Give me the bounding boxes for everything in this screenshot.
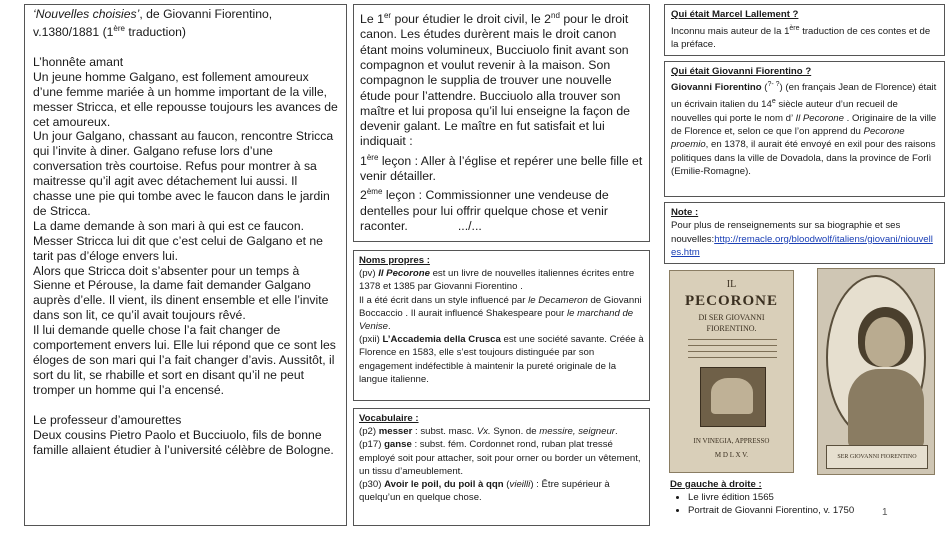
author-heading: Qui était Giovanni Fiorentino ?: [671, 66, 812, 77]
caption-item: • Le livre édition 1565: [688, 491, 858, 504]
page-number: 1: [882, 507, 888, 518]
lesson-1: 1ère leçon : Aller à l’église et repérer une belle fille et venir détailler.: [360, 152, 643, 184]
continued-marker: .../...: [457, 219, 482, 234]
author-portrait-image: [817, 268, 935, 475]
book-cover-image: IL PECORONE DI SER GIOVANNI FIORENTINO. IN VINEGIA, APPRESSO M D L X V.: [669, 270, 794, 473]
vocabulary-heading: Vocabulaire :: [359, 413, 419, 424]
proper-noun-entry: (pv) Il Pecorone est un livre de nouvelles italiennes écrites entre 1378 et 1385 par Giovanni Fiorentino .: [359, 268, 635, 293]
section1-paragraph: La dame demande à son mari à qui est ce faucon. Messer Stricca lui dit que c’est celui de Galgano et ne tarit pas d’éloge envers lui.: [33, 218, 323, 263]
section1-heading: L’honnête amant: [33, 54, 124, 69]
portrait-plate: SER GIOVANNI FIORENTINO: [826, 445, 928, 469]
image-caption: [664, 476, 864, 526]
caption-list: [670, 491, 858, 517]
vocabulary-entry: (p17) ganse : subst. fém. Cordonnet rond, ruban plat tressé employé soit pour attacher, soit pour orner ou border un vêtement, un tissu d’ameublement.: [359, 439, 641, 477]
translator-text: Inconnu mais auteur de la 1ère traduction de ces contes et de la préface.: [671, 24, 931, 51]
section1-paragraph: Il lui demande quelle chose l’a fait changer de comportement envers lui. Elle lui répond que ce sont les éloges de son mari qui l’a fait changer d’avis. Aussitôt, il sort du lit, se rhabille et sort en disant qu’il ne peut tromper un homme qui l’a encensé.: [33, 323, 336, 397]
vocabulary-box: [353, 408, 650, 526]
section2-heading: Le professeur d’amourettes: [33, 412, 182, 427]
lesson-2: 2ème leçon : Commissionner une vendeuse de dentelles pour lui offrir quelque chose et venir raconter. .../...: [360, 187, 609, 234]
author-bio: Giovanni Fiorentino (?- ?) (en français Jean de Florence) était un écrivain italien du 14e siècle auteur d’un recueil de nouvelles qui porte le nom d’ Il Pecorone . Originaire de la ville de Florence et, selon ce que l’on apprend du Pecorone proemio, en 1378, il aurait été envoyé en exil pour des raisons politiques dans la ville de Dovadola, dans la province de Forlì (Emilie-Romagne).: [671, 81, 937, 178]
translator-heading: Qui était Marcel Lallement ?: [671, 9, 799, 20]
section1-paragraph: Un jeune homme Galgano, est follement amoureux d’une femme mariée à un homme important de la ville, messer Stricca, et elle repousse toujours les avances de cet amoureux.: [33, 69, 338, 129]
section1-paragraph: Un jour Galgano, chassant au faucon, rencontre Stricca qui l’invite à diner. Galgano refuse lors d’une conversation très courtoise. Refus pour montrer à sa maitresse qu’il agit avec détachement lui aussi. Il chasse une pie qui tombe avec le faucon dans le jardin de Stricca.: [33, 129, 334, 218]
book-title: ‘Nouvelles choisies’, de Giovanni Fiorentino, v.1380/1881 (1ère traduction): [33, 7, 273, 39]
proper-noun-entry: (pxii) L’Accademia della Crusca est une société savante. Créée à Florence en 1583, elle s’est toujours distinguée par son engagement indéfectible à maintenir la pureté originale de la langue italienne.: [359, 334, 644, 385]
note-text: Pour plus de renseignements sur sa biographie et ses nouvelles:http://remacle.org/bloodwolf/italiens/giovani/niouvelles.htm: [671, 220, 933, 259]
note-box: [664, 202, 945, 264]
proper-noun-entry: Il a été écrit dans un style influencé par le Decameron de Giovanni Boccaccio . Il aurait influencé Shakespeare pour le marchand de Venise.: [359, 294, 642, 333]
story-continuation: [353, 4, 650, 242]
proper-nouns-box: [353, 250, 650, 401]
vocabulary-entry: (p2) messer : subst. masc. Vx. Synon. de messire, seigneur.: [359, 426, 618, 438]
author-box: [664, 61, 945, 197]
caption-item: • Portrait de Giovanni Fiorentino, v. 1750: [688, 504, 858, 517]
proper-nouns-heading: Noms propres :: [359, 255, 430, 266]
continuation-paragraph: Le 1er pour étudier le droit civil, le 2nd pour le droit canon. Les études durèrent mais le droit canon étant moins volumineux, Bucciuolo finit avant son compagnon et voulut revenir à la maison. Son compagnon le supplia de trouver une nouvelle étude pour l’attendre. Bucciuolo alla trouver son maître et lui proposa qu’il lui enseigne la façon de devenir galant. Le maître en fut satisfait et lui indiquait :: [360, 11, 631, 149]
printer-emblem: [700, 367, 766, 427]
caption-heading: De gauche à droite :: [670, 479, 762, 490]
note-heading: Note :: [671, 207, 699, 218]
section2-paragraph: Deux cousins Pietro Paolo et Bucciuolo, fils de bonne famille allaient étudier à l’université célèbre de Bologne.: [33, 427, 334, 457]
biography-link[interactable]: http://remacle.org/bloodwolf/italiens/giovani/niouvelles.htm: [671, 233, 933, 259]
translator-box: [664, 4, 945, 56]
section1-paragraph: Alors que Stricca doit s’absenter pour un temps à Sienne et Pérouse, la dame fait demander Galgano auprès d’elle. Il vient, ils dinent ensemble et elle l’invite dans son lit, ce qu’il avait toujours rêvé.: [33, 263, 329, 323]
story-column: [24, 4, 347, 526]
vocabulary-entry: (p30) Avoir le poil, du poil à qqn (vieilli) : Être supérieur à quelqu’un en quelque chose.: [359, 479, 610, 504]
